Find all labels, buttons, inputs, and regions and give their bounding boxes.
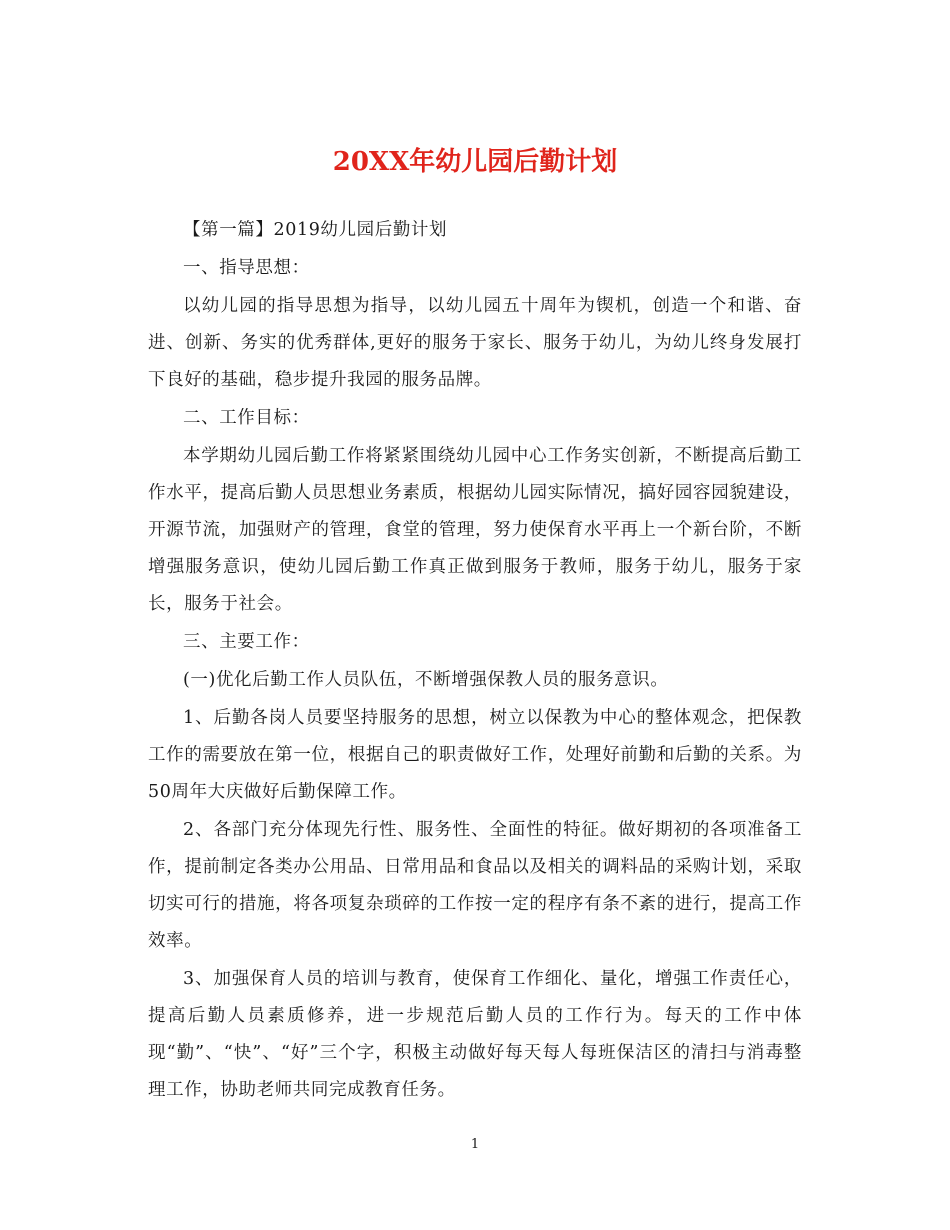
heading-main-work: 三、主要工作： bbox=[183, 632, 310, 652]
list-item-2: 2、各部门充分体现先行性、服务性、全面性的特征。做好期初的各项准备工作，提前制定各类办公用品、日常用品和食品以及相关的调料品的采购计划，采取切实可行的措施，将各项复杂琐碎的工作按一定的程序有条不紊的进行，提高工作效率。 bbox=[148, 820, 802, 951]
subheading-optimize-staff: (一)优化后勤工作人员队伍，不断增强保教人员的服务意识。 bbox=[183, 670, 669, 690]
document-body bbox=[148, 212, 802, 1110]
document-title: 20XX年幼儿园后勤计划 bbox=[332, 147, 618, 177]
section-heading-first-article: 【第一篇】2019幼儿园后勤计划 bbox=[183, 220, 448, 240]
list-item-3: 3、加强保育人员的培训与教育，使保育工作细化、量化，增强工作责任心，提高后勤人员素质修养，进一步规范后勤人员的工作行为。每天的工作中体现“勤”、“快”、“好”三个字，积极主动做好每天每人每班保洁区的清扫与消毒整理工作，协助老师共同完成教育任务。 bbox=[148, 969, 802, 1100]
heading-guiding-ideology: 一、指导思想： bbox=[183, 258, 310, 278]
paragraph-work-goals: 本学期幼儿园后勤工作将紧紧围绕幼儿园中心工作务实创新，不断提高后勤工作水平，提高后勤人员思想业务素质，根据幼儿园实际情况，搞好园容园貌建设，开源节流，加强财产的管理，食堂的管理，努力使保育水平再上一个新台阶，不断增强服务意识，使幼儿园后勤工作真正做到服务于教师，服务于幼儿，服务于家长，服务于社会。 bbox=[148, 446, 802, 614]
paragraph-guiding-ideology: 以幼儿园的指导思想为指导，以幼儿园五十周年为锲机，创造一个和谐、奋进、创新、务实的优秀群体,更好的服务于家长、服务于幼儿，为幼儿终身发展打下良好的基础，稳步提升我园的服务品牌。 bbox=[148, 296, 802, 390]
heading-work-goals: 二、工作目标： bbox=[183, 408, 310, 428]
list-item-1: 1、后勤各岗人员要坚持服务的思想，树立以保教为中心的整体观念，把保教工作的需要放在第一位，根据自己的职责做好工作，处理好前勤和后勤的关系。为50周年大庆做好后勤保障工作。 bbox=[148, 708, 802, 802]
page-number: 1 bbox=[470, 1137, 480, 1152]
